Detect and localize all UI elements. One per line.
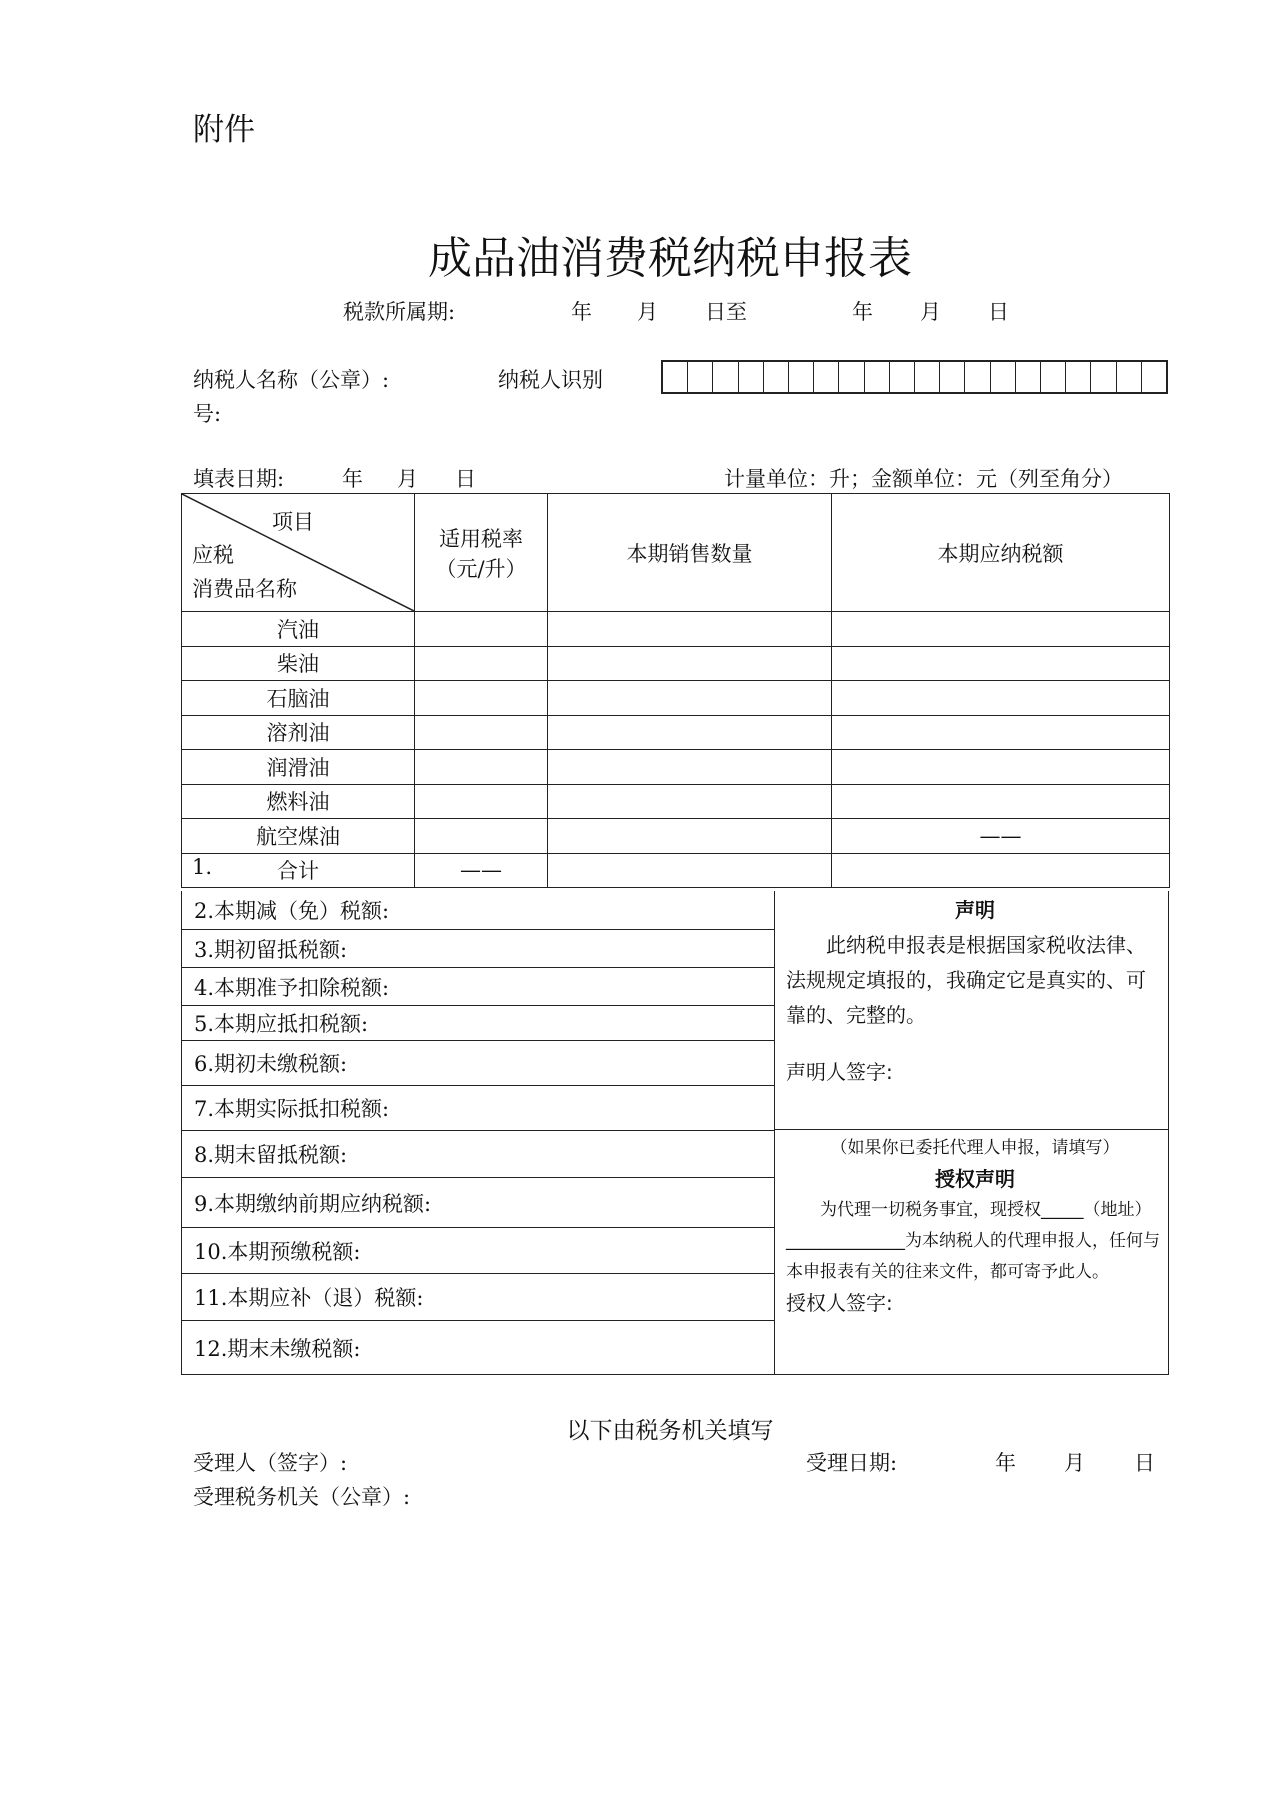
product-name: 柴油	[182, 646, 415, 681]
product-name: 溶剂油	[182, 715, 415, 750]
period-year-start: 年	[571, 300, 592, 324]
table-row	[182, 612, 1170, 647]
tax-office-label: 受理税务机关（公章）:	[193, 1485, 411, 1509]
line-12[interactable]	[182, 1321, 774, 1375]
line-11[interactable]	[182, 1274, 774, 1321]
declaration-signer[interactable]: 声明人签字:	[786, 1060, 893, 1084]
table-row	[182, 681, 1170, 716]
tax-cell[interactable]	[832, 715, 1170, 750]
tax-cell[interactable]	[832, 750, 1170, 785]
line-3-label: 3.期初留抵税额:	[194, 937, 348, 962]
table-row	[182, 819, 1170, 854]
receive-date-year: 年	[995, 1451, 1016, 1475]
id-digit-box[interactable]	[915, 362, 940, 392]
column-divider	[774, 891, 775, 1375]
lower-section	[181, 891, 1169, 1375]
header-rate-line1: 适用税率	[439, 526, 523, 551]
fill-date-day: 日	[455, 467, 476, 491]
period-month-start: 月	[637, 300, 658, 324]
rate-cell[interactable]	[415, 681, 548, 716]
line-9[interactable]	[182, 1178, 774, 1228]
quantity-cell[interactable]	[548, 819, 832, 854]
product-name: 润滑油	[182, 750, 415, 785]
total-label: 合计	[277, 859, 319, 884]
quantity-cell[interactable]	[548, 715, 832, 750]
id-digit-box[interactable]	[688, 362, 713, 392]
total-tax-cell[interactable]	[832, 853, 1170, 888]
header-tax-amount: 本期应纳税额	[832, 494, 1170, 612]
receive-date-label: 受理日期:	[806, 1451, 898, 1475]
rate-cell[interactable]	[415, 715, 548, 750]
product-name: 石脑油	[182, 681, 415, 716]
receiver-label: 受理人（签字）:	[193, 1451, 348, 1475]
id-digit-box[interactable]	[839, 362, 864, 392]
product-name: 航空煤油	[182, 819, 415, 854]
period-year-end: 年	[852, 300, 873, 324]
quantity-cell[interactable]	[548, 681, 832, 716]
authorization-note: （如果你已委托代理人申报，请填写）	[830, 1138, 1120, 1158]
id-digit-box[interactable]	[739, 362, 764, 392]
authorization-signer[interactable]: 授权人签字:	[786, 1291, 893, 1315]
authorization-title: 授权声明	[935, 1167, 1015, 1191]
quantity-cell[interactable]	[548, 646, 832, 681]
id-digit-box[interactable]	[713, 362, 738, 392]
units-note: 计量单位：升；金额单位：元（列至角分）	[724, 467, 1123, 491]
line-4[interactable]	[182, 968, 774, 1006]
table-row	[182, 646, 1170, 681]
id-digit-box[interactable]	[940, 362, 965, 392]
line-2[interactable]	[182, 891, 774, 930]
right-divider	[774, 1129, 1169, 1130]
line-4-label: 4.本期准予扣除税额:	[194, 975, 390, 1000]
id-digit-box[interactable]	[814, 362, 839, 392]
line-3[interactable]	[182, 930, 774, 968]
taxpayer-name-label: 纳税人名称（公章）:	[193, 368, 390, 392]
id-digit-box[interactable]	[1066, 362, 1091, 392]
tax-cell[interactable]	[832, 681, 1170, 716]
total-rate-cell: ——	[415, 853, 548, 888]
id-digit-box[interactable]	[991, 362, 1016, 392]
quantity-cell[interactable]	[548, 784, 832, 819]
line-11-label: 11.本期应补（退）税额:	[194, 1286, 424, 1310]
product-name: 燃料油	[182, 784, 415, 819]
id-digit-box[interactable]	[865, 362, 890, 392]
total-quantity-cell[interactable]	[548, 853, 832, 888]
tax-cell[interactable]	[832, 612, 1170, 647]
line-10-label: 10.本期预缴税额:	[194, 1239, 361, 1264]
table-row	[182, 750, 1170, 785]
line-10[interactable]	[182, 1228, 774, 1274]
id-digit-box[interactable]	[789, 362, 814, 392]
line-5[interactable]	[182, 1006, 774, 1041]
declaration-title: 声明	[955, 898, 995, 922]
line-2-label: 2.本期减（免）税额:	[194, 899, 390, 923]
line-8-label: 8.期末留抵税额:	[194, 1143, 348, 1167]
tax-cell[interactable]	[832, 784, 1170, 819]
fill-date-label: 填表日期:	[193, 467, 285, 491]
rate-cell[interactable]	[415, 819, 548, 854]
id-digit-box[interactable]	[764, 362, 789, 392]
id-digit-box[interactable]	[1041, 362, 1066, 392]
taxpayer-id-label-cont: 号:	[193, 402, 222, 426]
footer-title: 以下由税务机关填写	[566, 1418, 774, 1444]
id-digit-box[interactable]	[965, 362, 990, 392]
fill-date-month: 月	[397, 467, 418, 491]
header-rate	[415, 494, 548, 612]
line-5-label: 5.本期应抵扣税额:	[194, 1012, 369, 1036]
tax-table	[181, 493, 1170, 888]
taxpayer-id-label: 纳税人识别	[498, 368, 603, 392]
table-row	[182, 715, 1170, 750]
line-6-label: 6.期初未缴税额:	[194, 1052, 348, 1076]
line-8[interactable]	[182, 1131, 774, 1178]
authorization-body: 为代理一切税务事宜，现授权_____（地址）______________为本纳税人的代理申报人，任何与本申报表有关的往来文件，都可寄予此人。	[786, 1200, 1160, 1282]
line-12-label: 12.期末未缴税额:	[194, 1337, 361, 1361]
diagonal-header-cell	[182, 494, 415, 612]
header-taxable: 应税	[192, 543, 234, 567]
id-digit-box[interactable]	[1091, 362, 1116, 392]
id-digit-box[interactable]	[1142, 362, 1166, 392]
id-digit-box[interactable]	[890, 362, 915, 392]
receive-date-month: 月	[1064, 1451, 1085, 1475]
total-number: 1.	[192, 855, 213, 880]
product-name: 汽油	[182, 612, 415, 647]
authorization-block	[786, 1133, 1164, 1319]
declaration-body: 此纳税申报表是根据国家税收法律、法规规定填报的，我确定它是真实的、可靠的、完整的。	[786, 933, 1146, 1027]
period-month-end: 月	[920, 300, 941, 324]
fill-date-year: 年	[342, 467, 363, 491]
taxpayer-id-boxes[interactable]	[661, 360, 1168, 394]
id-digit-box[interactable]	[1117, 362, 1142, 392]
total-label-cell	[182, 853, 415, 888]
line-6[interactable]	[182, 1041, 774, 1086]
rate-cell[interactable]	[415, 612, 548, 647]
header-quantity: 本期销售数量	[548, 494, 832, 612]
attachment-label: 附件	[193, 112, 255, 148]
id-digit-box[interactable]	[1016, 362, 1041, 392]
period-label: 税款所属期:	[343, 300, 456, 324]
header-product-name: 消费品名称	[192, 577, 297, 601]
line-7-label: 7.本期实际抵扣税额:	[194, 1097, 390, 1121]
total-row	[182, 853, 1170, 888]
rate-cell[interactable]	[415, 784, 548, 819]
line-7[interactable]	[182, 1086, 774, 1131]
header-rate-line2: （元/升）	[435, 556, 527, 581]
declaration-block	[786, 893, 1164, 1090]
id-digit-box[interactable]	[663, 362, 688, 392]
rate-cell[interactable]	[415, 750, 548, 785]
period-day-end: 日	[988, 300, 1009, 324]
table-row	[182, 784, 1170, 819]
quantity-cell[interactable]	[548, 750, 832, 785]
form-title: 成品油消费税纳税申报表	[428, 233, 912, 284]
line-9-label: 9.本期缴纳前期应纳税额:	[194, 1191, 432, 1216]
rate-cell[interactable]	[415, 646, 548, 681]
header-item: 项目	[272, 510, 314, 534]
period-day-start: 日至	[705, 300, 747, 324]
tax-cell: ——	[832, 819, 1170, 854]
receive-date-day: 日	[1134, 1451, 1155, 1475]
tax-cell[interactable]	[832, 646, 1170, 681]
quantity-cell[interactable]	[548, 612, 832, 647]
